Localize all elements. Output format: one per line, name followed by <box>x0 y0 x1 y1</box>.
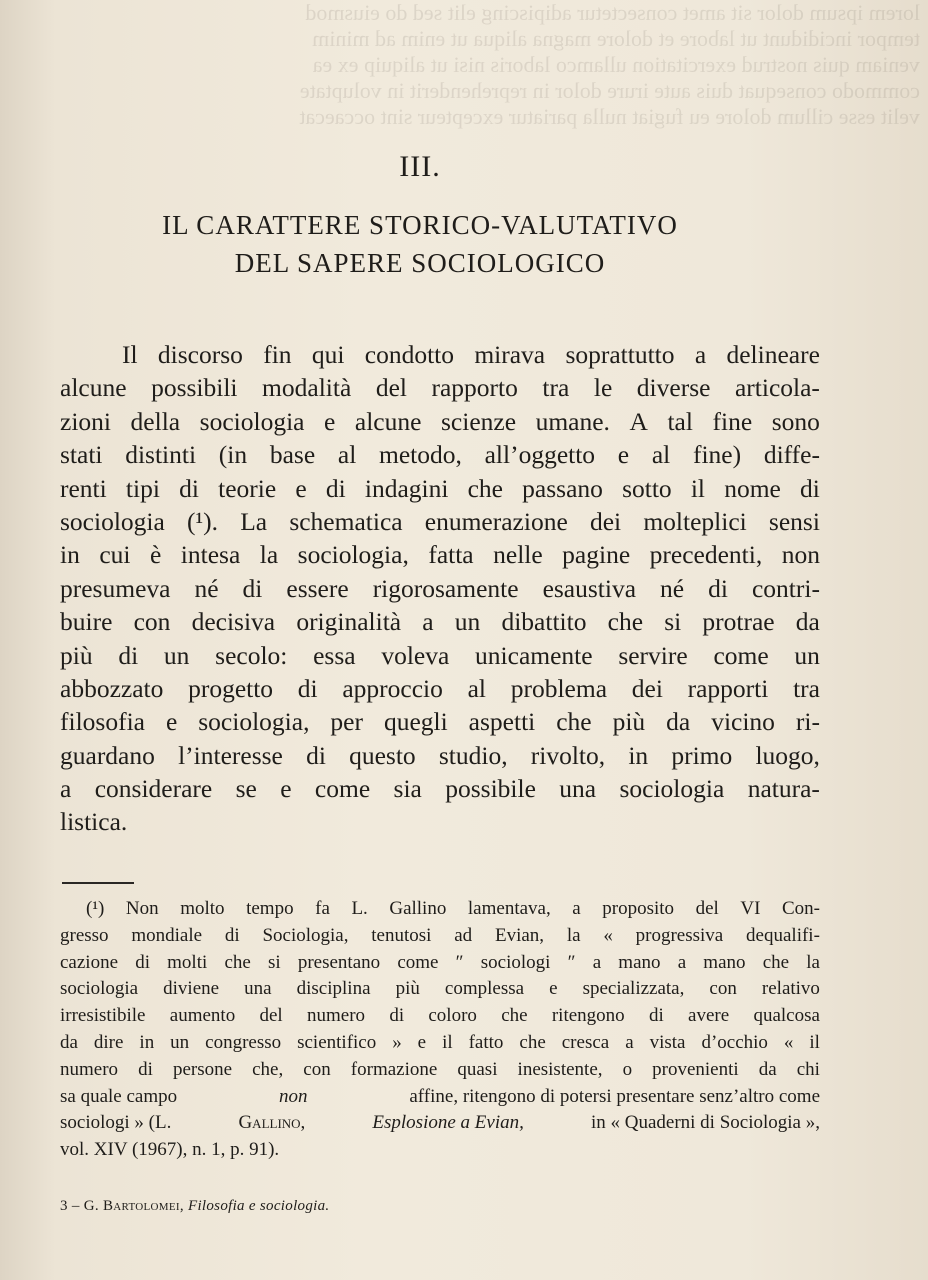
text-line: stati distinti (in base al metodo, all’oggetto e al fine) diffe- <box>60 440 820 470</box>
text-line: Il discorso fin qui condotto mirava soprattutto a delineare <box>122 340 820 369</box>
signature-mark: 3 – G. <box>60 1198 99 1214</box>
text-line: a considerare se e come sia possibile una sociologia natura- <box>60 774 820 804</box>
footer-book-title: Filosofia e sociologia. <box>187 1198 330 1214</box>
footnote-line: gresso mondiale di Sociologia, tenutosi ad Evian, la « progressiva dequalifi- <box>60 924 820 946</box>
author-name: Gallino, <box>238 1112 306 1134</box>
footnote <box>60 896 820 1164</box>
chapter-title <box>0 206 840 282</box>
text-line: alcune possibili modalità del rapporto tra le diverse articola- <box>60 373 820 403</box>
footnote-line: sociologia diviene una disciplina più complessa e specializzata, con relativo <box>60 978 820 1000</box>
footnote-line: irresistibile aumento del numero di coloro che ritengono di avere qualcosa <box>60 1005 820 1027</box>
text-line: abbozzato progetto di approccio al problema dei rapporti tra <box>60 673 820 703</box>
footnote-line: vol. XIV (1967), n. 1, p. 91). <box>60 1139 280 1161</box>
text-line: più di un secolo: essa voleva unicamente servire come un <box>60 640 820 670</box>
article-title: Esplosione a Evian, <box>372 1112 524 1134</box>
footnote-line: numero di persone che, con formazione quasi inesistente, o provenienti da chi <box>60 1058 820 1080</box>
text-line: guardano l’interesse di questo studio, rivolto, in primo luogo, <box>60 740 820 770</box>
page-footer <box>60 1198 329 1215</box>
text-line: zioni della sociologia e alcune scienze umane. A tal fine sono <box>60 406 820 436</box>
footnote-line: (¹) Non molto tempo fa L. Gallino lamentava, a proposito del VI Con- <box>86 898 820 919</box>
text-line: in cui è intesa la sociologia, fatta nelle pagine precedenti, non <box>60 540 820 570</box>
text-line: presumeva né di essere rigorosamente esaustiva né di contri- <box>60 573 820 603</box>
footer-author: Bartolomei, <box>102 1198 184 1214</box>
chapter-title-line: DEL SAPERE SOCIOLOGICO <box>234 248 606 278</box>
chapter-number: III. <box>399 150 441 183</box>
chapter-title-line: IL CARATTERE STORICO-VALUTATIVO <box>162 210 678 240</box>
footnote-line: da dire in un congresso scientifico » e il fatto che cresca a vista d’occhio « il <box>60 1031 820 1053</box>
show-through-text: lorem ipsum dolor sit amet consectetur adipiscing elit sed do eiusmod tempor incididunt ut labore et dolore magna aliqua ut enim ad minim veniam quis nostrud exercitation ullamco laboris nisi ut aliquip ex ea commodo consequat duis aute irure dolor in reprehenderit in voluptate velit esse cillum dolore eu fugiat nulla pariatur excepteur sint occaecat <box>299 0 920 129</box>
text-line: renti tipi di teorie e di indagini che passano sotto il nome di <box>60 473 820 503</box>
footnote-line: sociologi » (L. Gallino, Esplosione a Evian, in « Quaderni di Sociologia », <box>60 1110 820 1137</box>
text-line: filosofia e sociologia, per quegli aspetti che più da vicino ri- <box>60 707 820 737</box>
italic-word: non <box>279 1085 308 1107</box>
text-line: listica. <box>60 807 128 837</box>
footnote-separator <box>62 882 134 884</box>
text-line: buire con decisiva originalità a un dibattito che si protrae da <box>60 607 820 637</box>
body-paragraph <box>60 338 820 839</box>
text-line: sociologia (¹). La schematica enumerazione dei molteplici sensi <box>60 506 820 536</box>
footnote-line: sa quale campo non affine, ritengono di potersi presentare senz’altro come <box>60 1084 820 1111</box>
footnote-line: cazione di molti che si presentano come ″ sociologi ″ a mano a mano che la <box>60 951 820 973</box>
